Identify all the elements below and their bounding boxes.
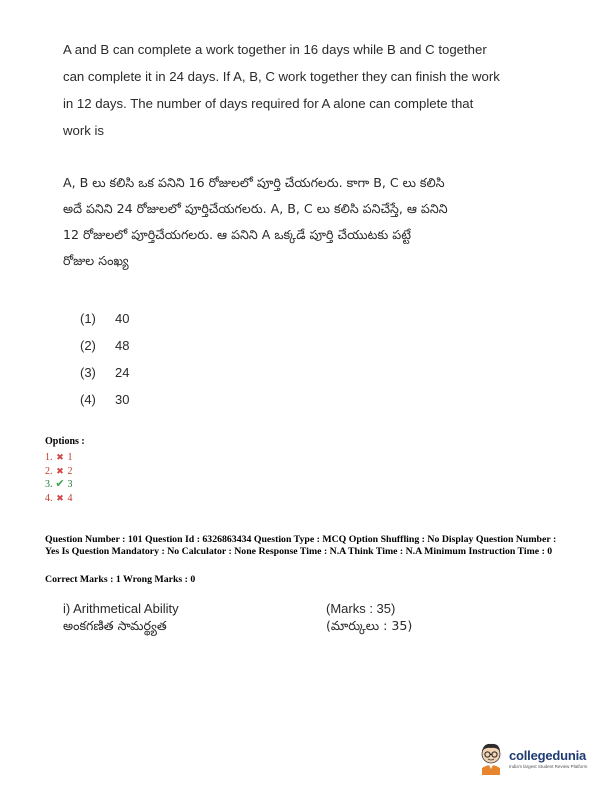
choice-number: (1) — [80, 311, 96, 326]
question-line-telugu: రోజుల సంఖ్య — [63, 253, 129, 268]
student-mascot-icon — [476, 741, 506, 775]
option-value: 4 — [67, 492, 73, 504]
option-row — [45, 465, 85, 479]
marks-info: Correct Marks : 1 Wrong Marks : 0 — [45, 574, 196, 585]
choice-item — [80, 332, 200, 359]
correct-check-icon: ✔ — [55, 478, 65, 490]
option-row-correct — [45, 478, 85, 492]
brand-tagline: India's largest Student Review Platform — [509, 763, 588, 769]
choice-number: (2) — [80, 338, 96, 353]
section-marks-english: (Marks : 35) — [326, 601, 396, 616]
question-line-telugu: 12 రోజులలో పూర్తిచేయగలరు. ఆ పనిని A ఒక్కడే పూర్తి చేయుటకు పట్టే — [63, 227, 411, 242]
choice-number: (3) — [80, 365, 96, 380]
choice-value: 40 — [115, 311, 130, 326]
question-line-telugu: అదే పనిని 24 రోజులలో పూర్తిచేయగలరు. A, B, C లు కలిసి పనిచేస్తే, ఆ పనిని — [63, 201, 448, 216]
option-row — [45, 492, 85, 506]
section-marks-telugu: (మార్కులు : 35) — [326, 618, 413, 633]
question-text-telugu — [63, 170, 511, 274]
question-line: can complete it in 24 days. If A, B, C work together they can finish the work — [63, 69, 500, 84]
brand-name — [509, 748, 587, 763]
answer-choices — [80, 305, 200, 413]
section-title-telugu: అంకగణిత సామర్థ్యత — [63, 618, 167, 633]
section-marks — [326, 600, 412, 634]
question-line: A and B can complete a work together in 16 days while B and C together — [63, 42, 487, 57]
question-line: in 12 days. The number of days required for A alone can complete that — [63, 96, 474, 111]
choice-value: 30 — [115, 392, 130, 407]
option-index: 2. — [45, 465, 53, 477]
choice-number: (4) — [80, 392, 96, 407]
wrong-cross-icon: ✖ — [56, 465, 64, 476]
options-list — [45, 436, 85, 505]
wrong-cross-icon: ✖ — [56, 492, 64, 503]
option-index: 1. — [45, 452, 53, 463]
choice-item — [80, 386, 200, 413]
question-text-english — [63, 36, 508, 144]
option-value: 3 — [67, 479, 73, 490]
option-value: 1 — [67, 452, 73, 463]
choice-value: 48 — [115, 338, 130, 353]
wrong-cross-icon: ✖ — [56, 452, 64, 462]
option-index: 4. — [45, 492, 53, 504]
brand-main: collegedunia — [509, 747, 587, 763]
option-index: 3. — [45, 479, 53, 490]
choice-item — [80, 305, 200, 332]
watermark-text — [509, 748, 587, 769]
section-title-english: i) Arithmetical Ability — [63, 601, 179, 616]
question-metadata: Question Number : 101 Question Id : 6326863434 Question Type : MCQ Option Shuffling : No Display Question Number : Yes Is Question Mandatory : No Calculator : None Response Time : N.A Think Time : N.A Minimum Instruction Time : 0 — [45, 534, 557, 557]
option-row — [45, 451, 85, 465]
question-line-telugu: A, B లు కలిసి ఒక పనిని 16 రోజులలో పూర్తి చేయగలరు. కాగా B, C లు కలిసి — [63, 175, 445, 190]
options-title: Options : — [45, 436, 85, 447]
choice-item — [80, 359, 200, 386]
collegedunia-watermark — [476, 738, 604, 778]
choice-value: 24 — [115, 365, 130, 380]
question-line: work is — [63, 123, 105, 138]
option-value: 2 — [67, 465, 73, 477]
